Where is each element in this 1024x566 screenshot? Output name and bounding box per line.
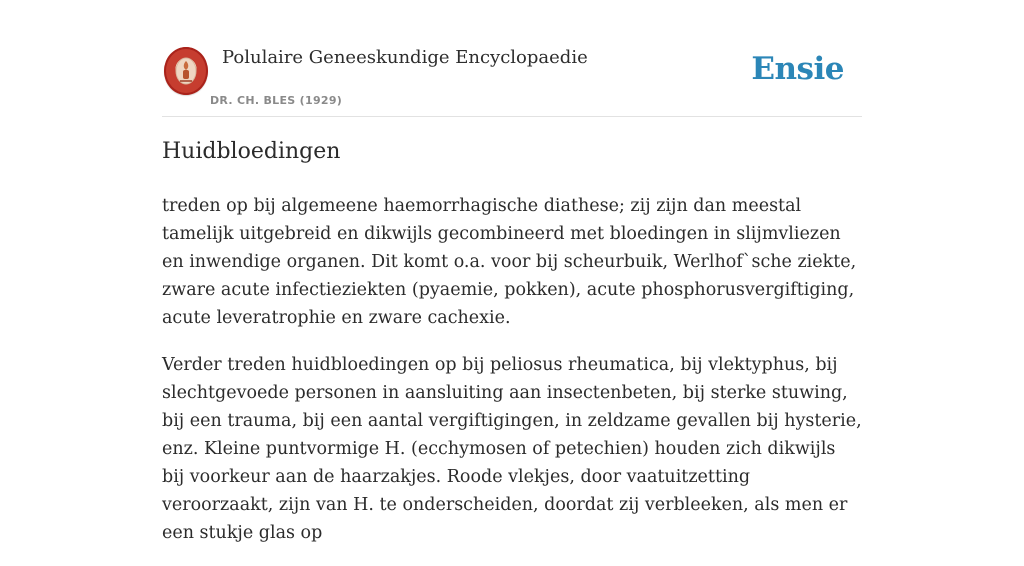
book-title[interactable]: Polulaire Geneeskundige Encyclopaedie (222, 47, 588, 68)
book-cover-seal-icon[interactable] (164, 47, 208, 95)
article-paragraph: treden op bij algemeene haemorrhagische diathese; zij zijn dan meestal tamelijk uitgebreid en dikwijls gecombineerd met bloedingen in slijmvliezen en inwendige organen. Dit komt o.a. voor bij scheurbuik, Werlhof`sche ziekte, zware acute infectieziekten (pyaemie, pokken), acute phosphorusvergiftiging, acute leveratrophie en zware cachexie. (162, 196, 857, 328)
article-title: Huidbloedingen (162, 139, 341, 164)
article-content (162, 192, 862, 566)
ensie-logo[interactable]: Ensie (751, 51, 844, 87)
book-cover-seal-icon-graphic (164, 47, 208, 95)
book-author: DR. CH. BLES (1929) (210, 94, 343, 107)
header (162, 40, 862, 117)
article-paragraph: Verder treden huidbloedingen op bij peliosus rheumatica, bij vlektyphus, bij slechtgevoede personen in aansluiting aan insectenbeten, bij sterke stuwing, bij een trauma, bij een aantal vergiftigingen, in zeldzame gevallen bij hysterie, enz. Kleine puntvormige H. (ecchymosen of petechien) houden zich dikwijls bij voorkeur aan de haarzakjes. Roode vlekjes, door vaatuitzetting veroorzaakt, zijn van H. te onderscheiden, doordat zij verbleeken, als men er een stukje glas op (162, 355, 862, 543)
